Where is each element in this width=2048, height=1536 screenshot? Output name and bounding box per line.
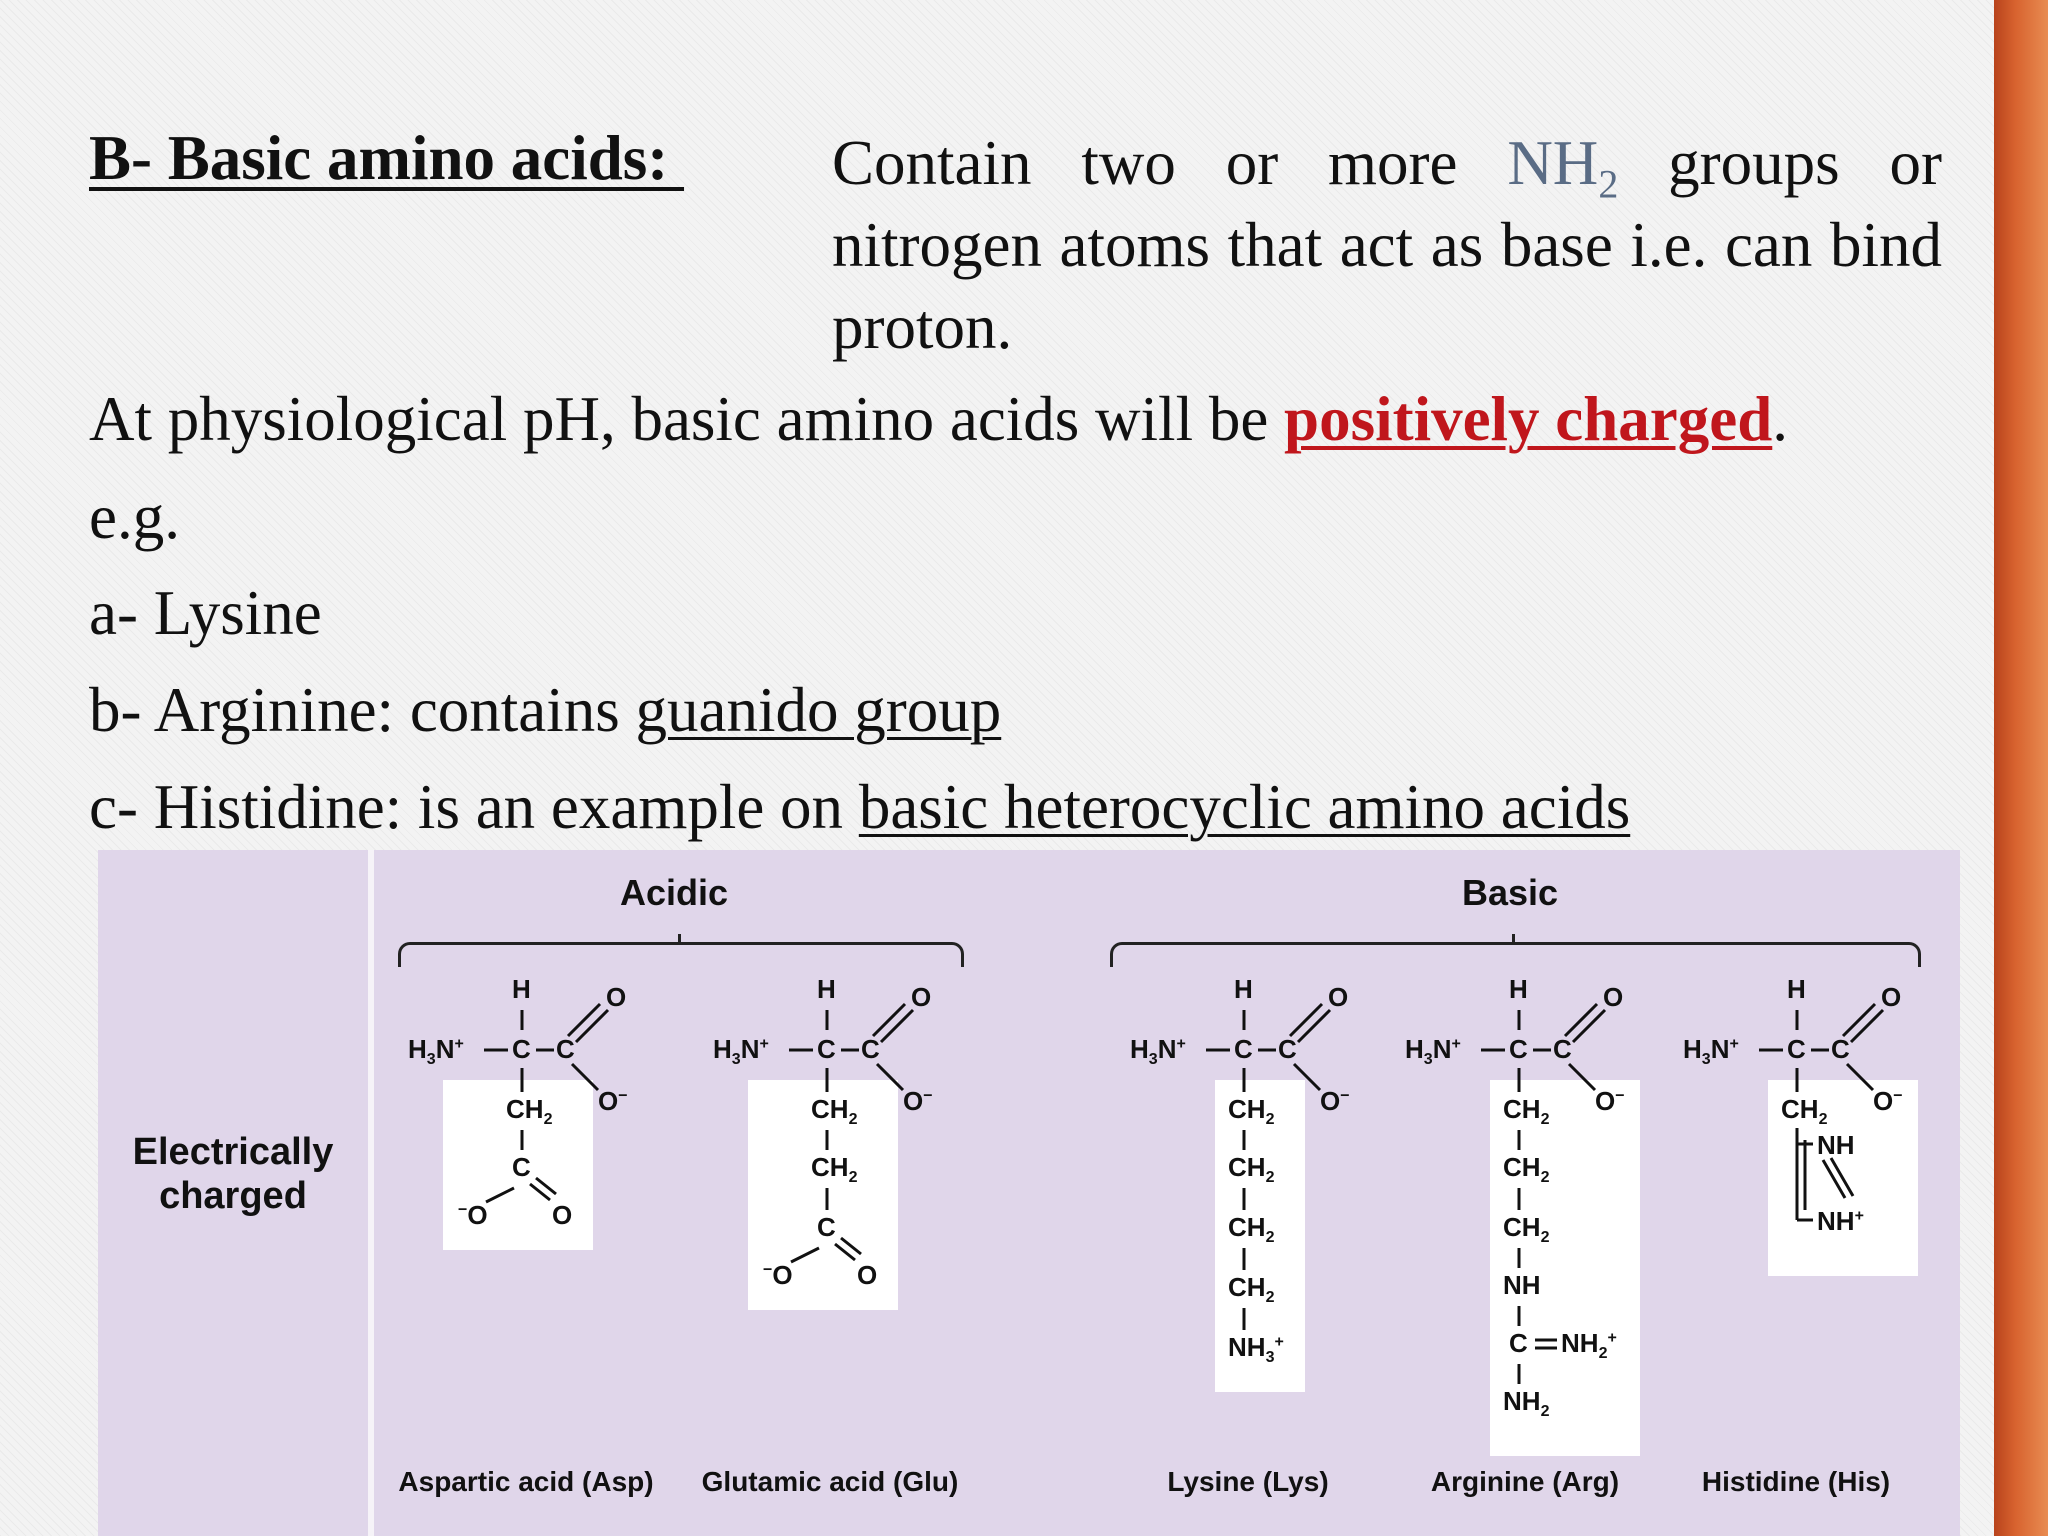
glu-side-c: C <box>817 1212 836 1242</box>
arg-nh2-plus: $NH_2^+$ <box>1561 1328 1617 1363</box>
his-carboxyl-c: C <box>1831 1034 1850 1064</box>
arg-nh: NH <box>1503 1270 1541 1300</box>
glu-alpha-c: C <box>817 1034 836 1064</box>
acidic-brace <box>398 942 964 967</box>
glu-carboxyl-c: C <box>861 1034 880 1064</box>
arg-guanido-c: C <box>1509 1328 1528 1358</box>
arg-alpha-c: C <box>1509 1034 1528 1064</box>
asp-o: O <box>606 982 627 1012</box>
group-title-acidic: Acidic <box>620 872 729 913</box>
lys-ch2-4: $CH_2$ <box>1228 1272 1275 1307</box>
lys-carboxyl-c: C <box>1278 1034 1297 1064</box>
heterocyclic-term: basic heterocyclic amino acids <box>858 772 1631 842</box>
definition-part-2: groups or nitrogen atoms that act as base i.e. can bind proton. <box>832 128 1942 362</box>
example-histidine: c- Histidine: is an example on basic heterocyclic amino acids <box>89 772 1631 842</box>
lys-ch2-2: $CH_2$ <box>1228 1152 1275 1187</box>
basic-brace <box>1110 942 1921 967</box>
heading-definition <box>832 122 1942 368</box>
positively-charged-emphasis: positively charged <box>1284 384 1773 454</box>
decorative-side-bar <box>1994 0 2048 1536</box>
glu-ch2-1: $CH_2$ <box>811 1094 858 1129</box>
his-h: H <box>1787 974 1806 1004</box>
asp-o-minus: O− <box>598 1086 628 1116</box>
glu-amine: $H_3N^+$ <box>713 1034 769 1069</box>
heading-term: B- Basic amino acids: <box>89 123 685 193</box>
group-title-basic: Basic <box>1462 872 1559 913</box>
name-lysine: Lysine (Lys) <box>1167 1466 1329 1497</box>
asp-side-o: O <box>552 1200 573 1230</box>
his-nh: NH <box>1817 1130 1855 1160</box>
example-arginine: b- Arginine: contains guanido group <box>89 675 1002 745</box>
definition-part-1: Contain two or more <box>832 128 1508 198</box>
guanido-group-term: guanido group <box>635 675 1002 745</box>
lys-ch2-3: $CH_2$ <box>1228 1212 1275 1247</box>
asp-alpha-c: C <box>512 1034 531 1064</box>
nh2-formula: $NH_2$ <box>1507 128 1619 207</box>
glu-side-o: O <box>857 1260 878 1290</box>
his-ch2: $CH_2$ <box>1781 1094 1828 1129</box>
glu-o: O <box>911 982 932 1012</box>
lys-ch2-1: $CH_2$ <box>1228 1094 1275 1129</box>
arg-ch2-1: $CH_2$ <box>1503 1094 1550 1129</box>
asp-ch2: $CH_2$ <box>506 1094 553 1129</box>
lys-h: H <box>1234 974 1253 1004</box>
basic-brace-tip <box>1512 934 1515 944</box>
his-o: O <box>1881 982 1902 1012</box>
figure-divider <box>368 850 374 1536</box>
arg-carboxyl-c: C <box>1553 1034 1572 1064</box>
charge-sentence-suffix: . <box>1772 384 1789 454</box>
asp-bonds <box>408 970 648 1300</box>
arg-ch2-2: $CH_2$ <box>1503 1152 1550 1187</box>
lys-amine: $H_3N^+$ <box>1130 1034 1186 1069</box>
lys-alpha-c: C <box>1234 1034 1253 1064</box>
his-amine: $H_3N^+$ <box>1683 1034 1739 1069</box>
his-alpha-c: C <box>1787 1034 1806 1064</box>
arg-ch2-3: $CH_2$ <box>1503 1212 1550 1247</box>
eg-label: e.g. <box>89 482 180 552</box>
charge-sentence-prefix: At physiological pH, basic amino acids will be <box>89 384 1285 454</box>
arg-h: H <box>1509 974 1528 1004</box>
name-aspartic-acid: Aspartic acid (Asp) <box>398 1466 654 1497</box>
arg-o-minus: O− <box>1595 1086 1625 1116</box>
row-label: Electrically charged <box>132 1131 334 1217</box>
lys-o-minus: O− <box>1320 1086 1350 1116</box>
name-arginine: Arginine (Arg) <box>1430 1466 1620 1497</box>
glu-ch2-2: $CH_2$ <box>811 1152 858 1187</box>
arg-amine: $H_3N^+$ <box>1405 1034 1461 1069</box>
asp-carboxyl-c: C <box>556 1034 575 1064</box>
glu-side-o-minus: −O <box>763 1260 793 1290</box>
his-o-minus: O− <box>1873 1086 1903 1116</box>
charge-sentence <box>89 384 1789 454</box>
example-lysine: a- Lysine <box>89 578 322 648</box>
asp-h: H <box>512 974 531 1004</box>
arg-nh2: $NH_2$ <box>1503 1386 1550 1421</box>
arg-o: O <box>1603 982 1624 1012</box>
amino-acid-figure <box>98 850 1960 1536</box>
asp-amine: $H_3N^+$ <box>408 1034 464 1069</box>
glu-o-minus: O− <box>903 1086 933 1116</box>
name-glutamic-acid: Glutamic acid (Glu) <box>701 1466 959 1497</box>
asp-side-c: C <box>512 1152 531 1182</box>
name-histidine: Histidine (His) <box>1701 1466 1891 1497</box>
his-bonds <box>1683 970 1923 1290</box>
lys-nh3: $NH_3^+$ <box>1228 1332 1284 1367</box>
his-nh-plus: NH+ <box>1817 1206 1864 1236</box>
lys-o: O <box>1328 982 1349 1012</box>
asp-side-o-minus: −O <box>458 1200 488 1230</box>
acidic-brace-tip <box>678 934 681 944</box>
glu-h: H <box>817 974 836 1004</box>
